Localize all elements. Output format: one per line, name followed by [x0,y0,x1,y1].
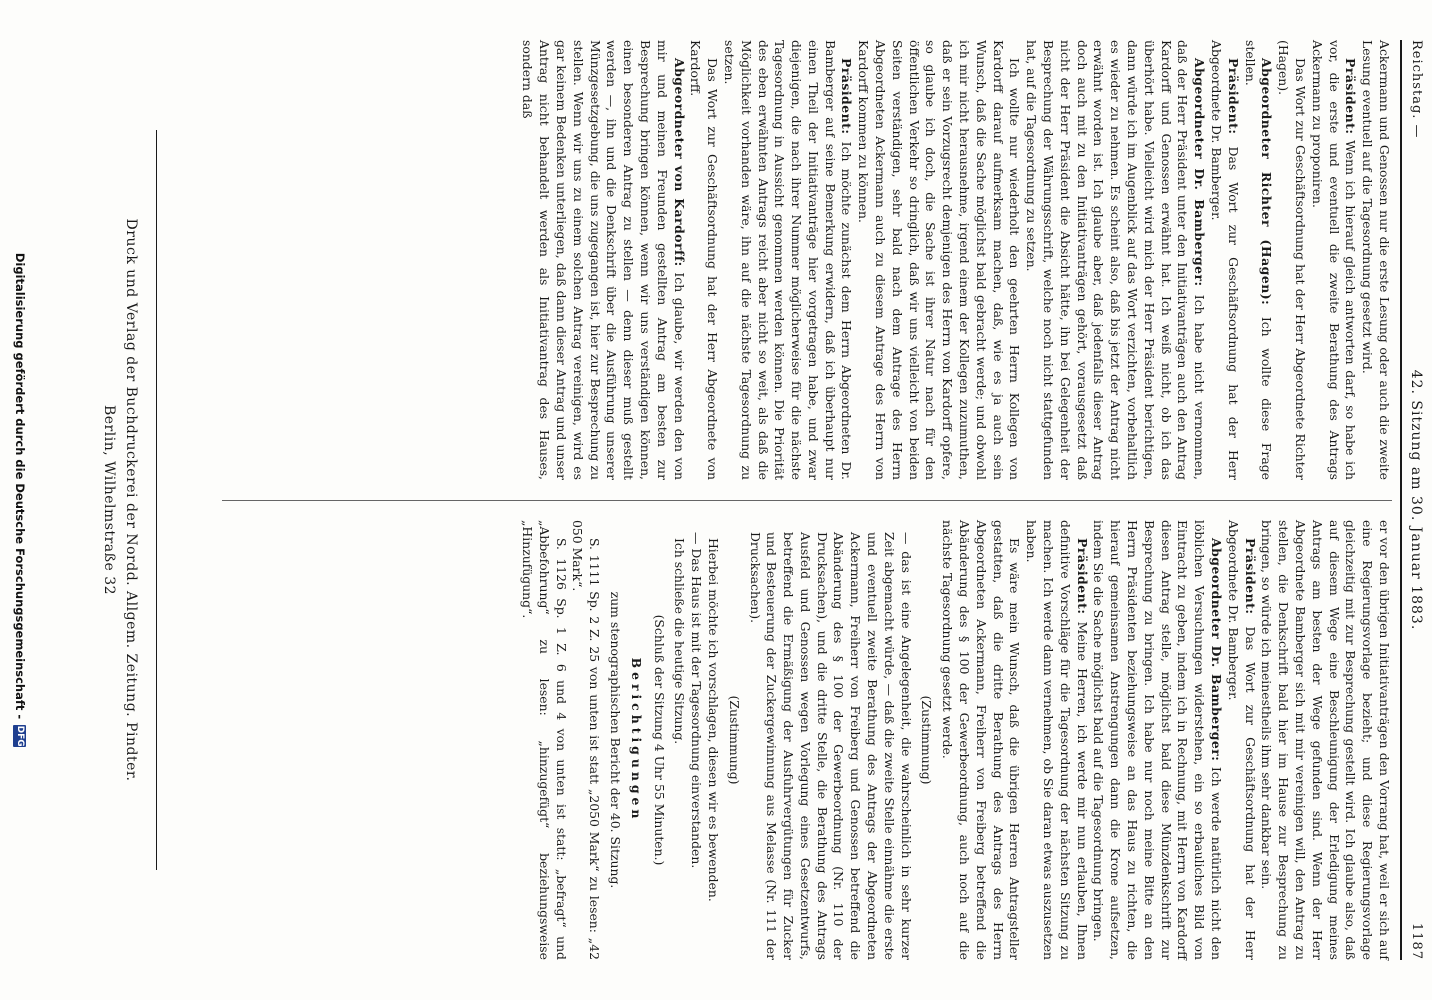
speech-paragraph [720,40,854,480]
header-left: Reichstag. — [1409,40,1424,139]
paragraph-text: Ich möchte zunächst dem Herrn Abgeordneten Dr. Bamberger auf seine Bemerkung erwidern, daß ich überhaupt nur einen Theil der Initiativanträge hier vorgetragen habe, und zwar diejenigen, die nach ihrer Nummer möglicherweise für die nächste Tagesordnung in Aussicht genommen werden können. Die Priorität des eben erwähnten Antrags reicht aber nicht so weit, als daß die Möglichkeit vorhanden wäre, ihn auf die nächste Tagesordnung zu setzen. [721,40,855,480]
imprint [98,40,142,960]
paragraph [746,520,914,960]
paragraph-text: (Zustimmung) [919,695,935,785]
paragraph-text: Das Wort zur Geschäftsordnung hat der Herr Abgeordnete Dr. Bamberger. [1209,40,1241,480]
imprint-rule [156,130,157,870]
digitization-credit [8,0,32,1000]
paragraph [938,520,1022,960]
paragraph-text: zum stenographischen Bericht der 40. Sitzung. [607,591,623,889]
paragraph [1258,520,1392,960]
paragraph-text: Ich habe nicht vernommen, daß der Herr Präsident unter den Initiativanträgen auch den Antrag Kardorff und Genossen erwähnt hat. Ich weiß nicht, ob ich das überhört habe. Vielleicht wird mich der Herr Präsident berichtigen, dann würde ich im Augenblick auf das Wort verzichten, vorbehaltlich es wieder zu nehmen. Es scheint also, daß bis jetzt der Antrag nicht erwähnt worden ist. Ich glaube aber, daß jedenfalls dieser Antrag doch auch mit zu den Initiativanträgen gehört, vorausgesetzt daß nicht der Herr Präsident die Absicht hätte, ihn bei Gelegenheit der Besprechung der Währungsschrift, welche noch nicht stattgefunden hat, auf die Tagesordnung zu setzen. [1024,40,1208,480]
imprint-line-2: Berlin, Wilhelmstraße 32 [101,404,117,596]
speech-paragraph [1022,520,1089,960]
paragraph [687,40,721,480]
paragraph [687,520,704,960]
paragraph [855,40,1023,480]
paragraph-text: Das Wort zur Geschäftsordnung hat der Herr Abgeordnete von Kardorff. [688,40,721,480]
paragraph [704,520,721,960]
speaker-name: Präsident: [1225,58,1241,135]
paragraph-text: Es wäre mein Wunsch, daß die übrigen Herren Antragsteller gestatten, daß die dritte Berathung des Antrags des Herrn Abgeordneten Ackermann, Freiherr von Freiberg betreffend die Abänderung des § 100 der Gewerbeordnung, auch noch auf die nächste Tagesordnung gesetzt werde. [940,520,1023,960]
paragraph [518,520,568,960]
paragraph-text: (Schluß der Sitzung 4 Uhr 55 Minuten.) [651,614,667,866]
paragraph-text: Ich wollte diese Frage stellen. [1242,40,1275,480]
speech-paragraph [1090,520,1224,960]
page-number: 1187 [1409,922,1424,960]
paragraph-text: — Das Haus ist mit der Tagesordnung einverstanden. [689,532,705,869]
paragraph-note [650,520,667,960]
paragraph-text: Das Wort zur Geschäftsordnung hat der Herr Abgeordnete Richter (Hagen). [1276,40,1309,480]
dfg-logo-icon: DFG [15,725,25,747]
imprint-line-1: Druck und Verlag der Buchdruckerei der Nordd. Allgem. Zeitung. Pindter. [123,218,139,782]
section-heading [627,520,644,960]
running-header [1398,40,1432,960]
speaker-name: Abgeordneter Dr. Bamberger: [1209,538,1225,762]
header-rule [1400,40,1402,960]
right-column [518,520,1392,960]
paragraph-text: S. 1126 Sp. 1 Z. 6 und 4 von unten ist statt: „befragt“ und „Abbefohrung“ zu lesen: „hinzugefügt“ beziehungsweise „Hinzufügung“. [519,520,569,960]
paragraph-text: Ackermann und Genossen nur die erste Lesung oder auch die zweite Lesung eventuell auf die Tagesordnung gesetzt wird. [1360,40,1392,480]
left-column [519,40,1392,480]
paragraph-note [606,520,623,960]
column-divider [222,500,1392,501]
credit-text: Digitalisierung gefördert durch die Deutsche Forschungsgemeinschaft - [13,252,27,720]
paragraph-text: Meine Herren, ich werde mir nun erlauben, Ihnen definitive Vorschläge für die Tagesordnung der nächsten Sitzung zu machen. Ich werde dann vernehmen, ob Sie daran etwas auszusetzen haben. [1024,520,1090,960]
speaker-name: Abgeordneter Dr. Bamberger: [1192,58,1208,287]
paragraph-text: (Zustimmung) [726,695,742,785]
speaker-name: Abgeordneter Richter (Hagen): [1259,58,1275,306]
speech-paragraph [1224,520,1258,960]
paragraph-text: Ich wollte nur wiederholt den geehrten Herrn Kollegen von Kardorff darauf aufmerksam machen, daß, wie es ja auch sein Wunsch, daß die Sache möglichst bald gebracht werde; und obwohl ich mir nicht herausnehme, irgend einem der Kollegen zuzumuthen, daß er sein Vorzugsrecht demjenigen des Herrn von Kardorff opfere, so glaube ich doch, die Sache ist ihrer Natur nach für den öffentlichen Verkehr so dringlich, daß wir uns vielleicht von beiden Seiten verständigen, sehr bald nach dem Antrage des Herrn Abgeordneten Ackermann auch zu diesem Antrage des Herrn von Kardorff kommen zu können. [856,40,1023,480]
header-title: 42. Sitzung am 30. Januar 1883. [1408,369,1424,631]
paragraph-text: Hierbei möchte ich vorschlagen, diesen wir es bewenden. [705,538,721,902]
speech-paragraph [1207,40,1241,480]
paragraph-text: Ich glaube, wir werden den von mir und meinen Freunden gestellten Antrag am besten zur Besprechung bringen können, wenn wir uns verständigen können, einen besonderen Antrag zu stellen — denn dieser muß gestellt werden —, ihn und die Denkschrift über die Ausführung unserer Münzgesetzgebung, die uns zugegangen ist, hier zur Besprechung zu stellen. Wenn wir uns zu einem solchen Antrag vereinigen, wird es gar keinem Bedenken unterliegen, daß dann dieser Antrag und unser Antrag nicht behandelt werden als Initiativantrag des Hauses, sondern daß [520,40,687,480]
paragraph-text: Wenn ich hierauf gleich antworten darf, so habe ich vor, die erste und eventuell die zweite Berathung des Antrags Ackermann zu proponiren. [1309,40,1359,480]
speech-paragraph [1022,40,1207,480]
paragraph-text: Ich schließe die heutige Sitzung. [672,538,688,745]
paragraph-text: S. 1111 Sp. 2 Z. 25 von unten ist statt „2050 Mark“ zu lesen: „42 050 Mark“. [570,520,603,960]
paragraph-text: Das Wort zur Geschäftsordnung hat der Herr Abgeordnete Dr. Bamberger. [1225,520,1258,960]
paragraph [1274,40,1308,480]
speaker-name: Abgeordneter von Kardorff: [671,58,687,267]
paragraph-note [918,520,935,960]
paragraph [569,520,603,960]
speaker-name: Präsident: [1074,538,1090,615]
paragraph-text: Berichtigungen [628,657,644,823]
speaker-name: Präsident: [1242,538,1258,615]
speaker-name: Präsident: [1343,58,1359,135]
paragraph-text: er vor den übrigen Initiativanträgen den Vorrang hat, weil er sich auf eine Regierungsvorlage bezieht; und diese Regierungsvorlage gleichzeitig mit zur Besprechung gestellt wird. Ich glaube also, daß auf diesem Wege eine Beschleunigung der Erledigung meines Antrags am besten der Wege gefunden sind. Wenn der Herr Abgeordnete Bamberger sich mit mir vereinigen will, den Antrag zu stellen, die Denkschrift bald hier im Hause zur Besprechung zu bringen, so würde ich meinestheils ihm sehr dankbar sein. [1259,520,1392,960]
paragraph [671,520,688,960]
speaker-name: Präsident: [839,58,855,135]
speech-paragraph [1241,40,1275,480]
speech-paragraph [1308,40,1358,480]
paragraph-text: — das ist eine Angelegenheit, die wahrscheinlich in sehr kurzer Zeit abgemacht würde, — daß die zweite Stelle einnähme die erste und eventuell zweite Berathung des Antrags der Abgeordneten Ackermann, Freiherr von Freiberg und Genossen betreffend die Abänderung des § 100 der Gewerbeordnung (Nr. 110 der Drucksachen), und die dritte Stelle, die Berathung des Antrags Ausfeld und Genossen wegen Vorlegung eines Gesetzentwurfs, betreffend die Ermäßigung der Ausfuhrvergütungen für Zucker und Besteuerung der Zuckergewinnung aus Melasse (Nr. 111 der Drucksachen). [747,532,914,960]
speech-paragraph [519,40,687,480]
paragraph-note [725,520,742,960]
paragraph-text: Ich werde natürlich nicht den löblichen Versuchungen widerstehen, ein so erbauliches Bild von Eintracht zu geben, indem ich in Rechnung, mit Herrn von Kardorff diesen Antrag stelle, möglichst bald diese Münzdenkschrift zur Besprechung zu bringen. Ich habe nur noch meine Bitte an den Herrn Präsidenten beziehungsweise an das Haus zu richten, die hierauf gemeinsamen Anstrengungen dann die Krone aufsetzen, indem Sie die Sache möglichst bald auf die Tagesordnung bringen. [1091,520,1225,960]
paragraph [1358,40,1392,480]
